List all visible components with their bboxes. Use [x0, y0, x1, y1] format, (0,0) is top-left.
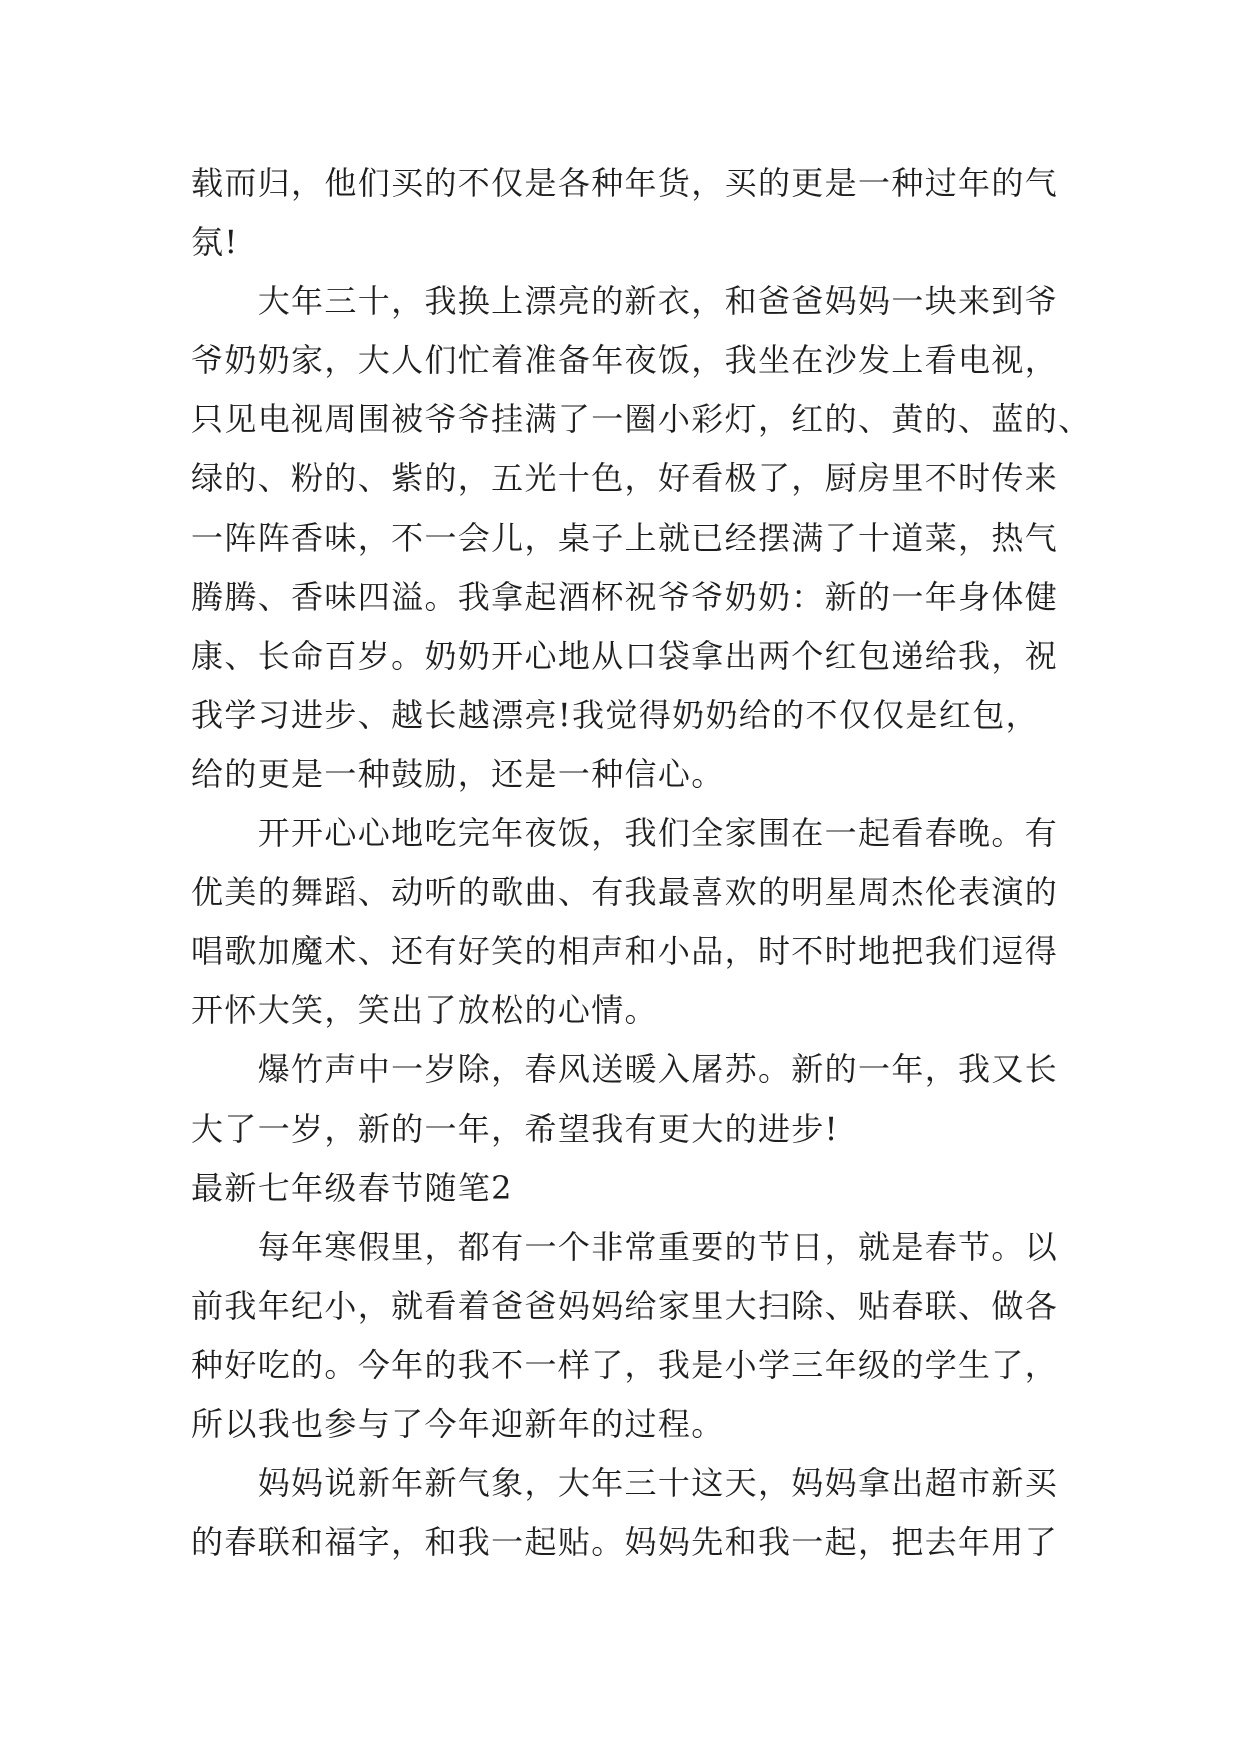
text-line: 所以我也参与了今年迎新年的过程。	[191, 1404, 725, 1443]
text-line: 每年寒假里，都有一个非常重要的节日，就是春节。以	[257, 1227, 1059, 1266]
text-line: 唱歌加魔术、还有好笑的相声和小品，时不时地把我们逗得	[191, 932, 1059, 971]
paragraph	[191, 804, 1091, 1040]
text-line: 腾腾、香味四溢。我拿起酒杯祝爷爷奶奶：新的一年身体健	[191, 577, 1059, 616]
text-line: 载而归，他们买的不仅是各种年货，买的更是一种过年的气	[191, 164, 1059, 202]
paragraph	[191, 272, 1091, 804]
text-line: 爆竹声中一岁除，春风送暖入屠苏。新的一年，我又长	[257, 1050, 1059, 1089]
text-line: 只见电视周围被爷爷挂满了一圈小彩灯，红的、黄的、蓝的、	[191, 400, 1092, 439]
text-line: 给的更是一种鼓励，还是一种信心。	[191, 754, 725, 793]
text-line: 大了一岁，新的一年，希望我有更大的进步!	[191, 1109, 839, 1148]
text-line: 种好吃的。今年的我不一样了，我是小学三年级的学生了，	[191, 1345, 1059, 1384]
text-line: 绿的、粉的、紫的，五光十色，好看极了，厨房里不时传来	[191, 459, 1059, 498]
text-line: 的春联和福字，和我一起贴。妈妈先和我一起，把去年用了	[191, 1523, 1059, 1562]
text-line: 开开心心地吃完年夜饭，我们全家围在一起看春晚。有	[257, 814, 1059, 853]
text-line: 康、长命百岁。奶奶开心地从口袋拿出两个红包递给我，祝	[191, 636, 1059, 675]
text-line: 前我年纪小，就看着爸爸妈妈给家里大扫除、贴春联、做各	[191, 1286, 1059, 1325]
text-line: 爷奶奶家，大人们忙着准备年夜饭，我坐在沙发上看电视，	[191, 341, 1059, 380]
text-line: 大年三十，我换上漂亮的新衣，和爸爸妈妈一块来到爷	[257, 282, 1059, 321]
document-body	[191, 154, 1091, 1572]
paragraph	[191, 1040, 1091, 1158]
text-line: 氛!	[191, 223, 239, 262]
text-line: 一阵阵香味，不一会儿，桌子上就已经摆满了十道菜，热气	[191, 518, 1059, 557]
paragraph	[191, 1218, 1091, 1454]
paragraph-continued	[191, 154, 1091, 272]
section-heading: 最新七年级春节随笔2	[191, 1168, 513, 1207]
text-line: 开怀大笑，笑出了放松的心情。	[191, 991, 658, 1030]
text-line: 优美的舞蹈、动听的歌曲、有我最喜欢的明星周杰伦表演的	[191, 873, 1059, 912]
text-line: 我学习进步、越长越漂亮!我觉得奶奶给的不仅仅是红包，	[191, 695, 1039, 734]
paragraph	[191, 1454, 1091, 1572]
text-line: 妈妈说新年新气象，大年三十这天，妈妈拿出超市新买	[257, 1464, 1059, 1503]
